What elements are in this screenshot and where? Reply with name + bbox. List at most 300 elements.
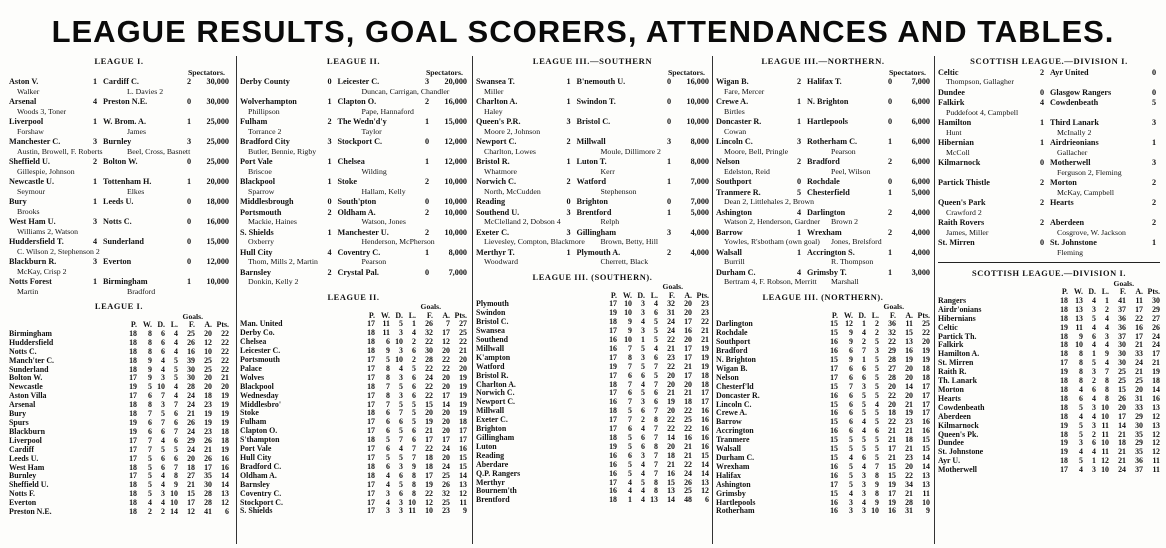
table-cell: 7 [875, 461, 879, 471]
table-cell: 25 [1135, 376, 1143, 386]
table-cell: 21 [888, 435, 896, 445]
table-header-cell: W. [843, 310, 853, 320]
table-cell: 6 [399, 417, 403, 427]
table-cell: 6 [875, 426, 879, 436]
table-cell: 4 [875, 399, 879, 409]
table-cell: 5 [148, 489, 152, 499]
scorers-line [240, 167, 467, 177]
table-header-cell [716, 312, 823, 321]
table-cell: 13 [701, 477, 709, 487]
table-cell: 23 [905, 417, 913, 427]
table-cell: 17 [367, 319, 375, 329]
table-cell: 4 [1092, 393, 1096, 403]
table-cell: 6 [628, 424, 632, 434]
home-score: 4 [92, 97, 98, 106]
away-team: N. Brighton [807, 97, 849, 106]
home-team: Southend U. [476, 207, 520, 217]
away-team: Crystal Pal. [337, 267, 379, 277]
away-team: Stoke [337, 177, 358, 186]
away-team: Motherwell [1050, 158, 1091, 167]
table-cell: 6 [628, 388, 632, 398]
home-score: 2 [796, 77, 802, 86]
table-cell: 21 [684, 450, 692, 460]
column-5 [934, 56, 1160, 544]
home-team: Hull City [240, 247, 273, 257]
home-score: 1 [1039, 118, 1045, 127]
home-team: Exeter C. [476, 227, 510, 237]
team-name: Stockport C. [240, 498, 283, 507]
team-name: Cardiff [9, 445, 34, 454]
attendance: 7,000 [690, 197, 709, 206]
table-cell: 22 [425, 390, 433, 400]
table-cell: 5 [628, 459, 632, 469]
table-cell: 25 [684, 415, 692, 425]
home-scorers: Woodward [484, 257, 519, 266]
table-cell: 6 [1079, 393, 1083, 403]
away-score: 1 [186, 277, 192, 286]
table-cell: 16 [221, 453, 229, 463]
away-scorers [823, 87, 930, 97]
table-cell: 6 [849, 417, 853, 427]
table-cell: 30 [204, 480, 212, 490]
match-result [476, 248, 709, 267]
match-line [476, 208, 709, 218]
attendance: 25,000 [206, 117, 229, 126]
table-row [938, 315, 1160, 324]
team-name: Bradford C. [240, 462, 282, 471]
table-cell: 11 [382, 319, 390, 329]
table-cell: 5 [386, 453, 390, 462]
table-cell: 19 [221, 417, 229, 427]
table-cell: 20 [905, 363, 913, 373]
team-name: Hartlepools [716, 498, 756, 507]
table-cell: 6 [225, 507, 229, 517]
table-cell: 21 [684, 361, 692, 371]
table-cell: 3 [1105, 331, 1109, 341]
table-cell: 27 [459, 319, 467, 329]
table-cell: 18 [459, 417, 467, 427]
table-cell: 19 [1060, 438, 1068, 448]
scorers-line [476, 107, 709, 117]
match-result [240, 228, 467, 247]
table-cell: 23 [701, 299, 709, 309]
team-name: Falkirk [938, 341, 964, 350]
table-header-cell [240, 312, 360, 321]
away-team: Chelsea [337, 157, 365, 166]
home-score: 2 [566, 177, 571, 186]
table-row [716, 329, 930, 338]
attendance: 4,000 [690, 247, 709, 257]
away-team: Rotherham C. [807, 137, 858, 146]
table-cell: 22 [442, 363, 450, 373]
table-header-cell: A. [684, 290, 692, 300]
table-header-cell: L. [650, 290, 658, 300]
away-team: Aberdeen [1050, 218, 1085, 227]
away-score: 2 [424, 207, 430, 217]
table-cell: 17 [888, 444, 896, 454]
table-cell: 17 [1135, 331, 1143, 341]
table-cell: 18 [1152, 376, 1160, 386]
table-cell: 25 [204, 364, 212, 374]
table-cell: 2 [1105, 304, 1109, 314]
match-result [938, 138, 1160, 157]
table-cell: 21 [1152, 358, 1160, 368]
team-name: Gillingham [476, 434, 515, 442]
table-cell: 20 [459, 355, 467, 365]
table-cell: 5 [1092, 358, 1096, 368]
table-cell: 15 [1118, 384, 1126, 394]
match-line [9, 117, 229, 127]
table-cell: 21 [1135, 367, 1143, 377]
table-cell: 3 [641, 352, 645, 362]
table-cell: 8 [1079, 376, 1083, 386]
table-cell: 6 [849, 399, 853, 409]
scorers-line [9, 87, 229, 97]
away-scorers: Moule, Dillimore 2 [600, 146, 661, 156]
table-cell: 17 [684, 370, 692, 380]
table-cell: 4 [161, 498, 165, 508]
table-cell: 18 [129, 489, 137, 499]
away-team: Grimsby T. [807, 267, 847, 277]
table-row [938, 333, 1160, 342]
table-cell: 19 [1060, 367, 1068, 377]
table-cell: 4 [641, 486, 645, 496]
table-cell: 14 [442, 399, 450, 409]
table-cell: 3 [862, 479, 866, 489]
table-cell: 24 [187, 400, 195, 410]
away-scorers: Brown, Betty, Hill [600, 237, 659, 246]
attendance: 6,000 [911, 157, 930, 166]
table-cell: 10 [425, 506, 433, 516]
table-cell: 20 [905, 372, 913, 382]
table-cell: 5 [412, 399, 416, 409]
table-cell: 19 [459, 408, 467, 418]
table-cell: 6 [174, 435, 178, 445]
team-name: Ayr U. [938, 457, 961, 466]
scorers-line [9, 107, 229, 117]
away-team: Bolton W. [103, 157, 138, 166]
table-cell: 18 [888, 408, 896, 418]
home-team: Durham C. [716, 267, 756, 277]
table-cell: 16 [187, 346, 195, 356]
table-cell: 30 [1152, 295, 1160, 305]
table-cell: 17 [1152, 349, 1160, 359]
table-cell: 4 [174, 328, 178, 338]
table-cell: 8 [1079, 358, 1083, 368]
match-line [9, 97, 229, 107]
table-cell: 19 [129, 417, 137, 427]
table-cell: 10 [1101, 465, 1109, 475]
team-name: Merthyr [476, 478, 505, 487]
table-cell: 8 [412, 488, 416, 498]
scorers-line [938, 208, 1160, 218]
table-cell: 17 [922, 399, 930, 409]
table-cell: 15 [830, 444, 838, 454]
table-cell: 26 [1152, 322, 1160, 332]
away-score: 1 [186, 177, 192, 186]
table-cell: 4 [1079, 384, 1083, 394]
away-score: 1 [424, 157, 430, 166]
table-cell: 8 [1105, 393, 1109, 403]
table-cell: 4 [174, 382, 178, 392]
table-cell: 24 [442, 461, 450, 471]
away-score: 1 [887, 137, 893, 146]
away-team: Luton T. [576, 157, 607, 166]
home-scorers: James, Miller [946, 227, 989, 237]
home-score: 1 [92, 77, 98, 86]
scorers-line [938, 148, 1160, 158]
away-scorers: R. Thompson [831, 257, 874, 266]
table-cell: 3 [399, 372, 403, 382]
scorers-line [716, 197, 930, 207]
table-cell: 7 [862, 346, 866, 356]
column-2 [236, 56, 467, 544]
table-cell: 16 [1135, 322, 1143, 332]
away-team: Cowdenbeath [1050, 98, 1099, 107]
table-cell: 20 [204, 328, 212, 338]
home-team: Hibernian [938, 138, 974, 147]
table-header-cell: W. [1073, 287, 1083, 296]
table-cell: 18 [609, 495, 617, 505]
table-row [9, 437, 229, 446]
table-cell: 6 [386, 417, 390, 427]
attendance: 10,000 [444, 227, 467, 237]
table-cell: 17 [609, 370, 617, 380]
table-cell: 31 [905, 506, 913, 516]
goals-label: Goals. [420, 302, 441, 311]
match-line [476, 97, 709, 107]
table-cell: 25 [442, 470, 450, 480]
table-cell: 18 [684, 397, 692, 407]
table-row [716, 409, 930, 418]
table-cell: 6 [399, 470, 403, 480]
table-cell: 5 [1079, 429, 1083, 439]
table-cell: 9 [148, 355, 152, 365]
away-team: Hartlepools [807, 117, 848, 126]
table-cell: 16 [609, 459, 617, 469]
attendance: 8,000 [690, 137, 709, 146]
home-score: 4 [796, 267, 802, 277]
home-score: 2 [1039, 198, 1045, 207]
table-row [9, 357, 229, 366]
table-cell: 16 [701, 441, 709, 451]
home-score: 2 [1039, 178, 1045, 187]
team-name: Man. United [240, 320, 283, 329]
away-scorers: Pape, Hannaford [361, 106, 414, 116]
table-cell: 4 [654, 299, 658, 309]
home-team: Ashington [716, 207, 752, 217]
team-name: K'ampton [476, 353, 511, 362]
team-name: Wednesday [240, 391, 279, 400]
home-score: 1 [92, 117, 98, 126]
table-cell: 6 [849, 408, 853, 418]
table-cell: 33 [1135, 349, 1143, 359]
table-cell: 3 [641, 450, 645, 460]
table-cell: 18 [221, 435, 229, 445]
table-cell: 19 [129, 382, 137, 392]
home-scorers: Torrance 2 [248, 126, 282, 136]
scorers-line [476, 147, 709, 157]
team-name: Middlesbro' [240, 400, 282, 409]
scorers-line [716, 147, 930, 157]
table-row [716, 356, 930, 365]
away-team: Airdrieonians [1050, 138, 1099, 147]
table-cell: 7 [654, 424, 658, 434]
table-header-cell: F. [188, 320, 195, 329]
table-cell: 29 [888, 346, 896, 356]
table-cell: 12 [204, 337, 212, 347]
table-cell: 5 [1092, 313, 1096, 323]
team-name: Aston Villa [9, 392, 47, 401]
away-score: 2 [666, 247, 672, 257]
home-scorers: Hunt [946, 127, 962, 137]
away-score: 2 [1151, 198, 1157, 207]
table-cell: 4 [1105, 322, 1109, 332]
home-score: 2 [796, 157, 802, 166]
away-team: Leeds U. [103, 197, 134, 206]
attendance: 12,000 [444, 137, 467, 146]
home-score: 3 [566, 227, 571, 237]
table-cell: 16 [830, 426, 838, 436]
table-cell: 7 [446, 319, 450, 329]
home-score: 2 [566, 137, 571, 146]
match-line [476, 177, 709, 187]
attendance: 6,000 [911, 137, 930, 146]
table-cell: 16 [609, 343, 617, 353]
table-cell: 5 [148, 382, 152, 392]
home-scorers: Whatmore [484, 166, 517, 176]
table-cell: 24 [667, 326, 675, 336]
table-cell: 13 [922, 470, 930, 480]
away-team: Coventry C. [337, 247, 381, 257]
home-team: Queen's Park [938, 198, 986, 207]
team-name: Rotherham [716, 507, 755, 516]
table-cell: 10 [170, 498, 178, 508]
table-cell: 8 [875, 470, 879, 480]
team-name: Halifax [716, 471, 741, 480]
table-cell: 4 [1092, 322, 1096, 332]
home-team: Newcastle U. [9, 177, 55, 186]
table-header-cell: L. [871, 310, 879, 320]
table-cell: 18 [129, 409, 137, 419]
table-row [716, 445, 930, 454]
table-cell: 22 [888, 390, 896, 400]
away-team: Rochdale [807, 177, 840, 186]
scorers-line [240, 87, 467, 97]
table-cell: 6 [1092, 438, 1096, 448]
table-header-cell: P. [130, 320, 137, 329]
away-team: Birmingham [103, 277, 148, 286]
table-cell: 5 [399, 399, 403, 409]
home-score: 2 [327, 117, 332, 126]
table-header-cell: Pts. [454, 310, 467, 320]
table-cell: 11 [459, 497, 467, 507]
table-cell: 20 [905, 390, 913, 400]
away-scorers: Pearson [831, 146, 856, 156]
away-team: Burnley [103, 137, 132, 146]
table-cell: 19 [888, 497, 896, 507]
away-scorers: Wilding [361, 166, 387, 176]
table-cell: 22 [684, 424, 692, 434]
results-heading: LEAGUE II. [326, 56, 381, 66]
table-cell: 10 [624, 308, 632, 318]
table-cell: 18 [609, 317, 617, 327]
home-team: S. Shields [240, 227, 274, 237]
table-cell: 36 [1118, 313, 1126, 323]
home-team: Crewe A. [716, 97, 749, 106]
table-cell: 5 [862, 435, 866, 445]
table-cell: 4 [1079, 411, 1083, 421]
team-name: Notts C. [9, 347, 37, 356]
table-cell: 9 [628, 317, 632, 327]
table-cell: 4 [174, 391, 178, 401]
home-team: Kilmarnock [938, 158, 981, 167]
home-score: 3 [796, 137, 802, 146]
table-heading: LEAGUE III. (NORTHERN). [762, 292, 884, 302]
scorers-line [716, 107, 930, 117]
table-cell: 22 [221, 364, 229, 374]
match-result [938, 198, 1160, 217]
home-team: Queen's P.R. [476, 117, 521, 126]
team-name: Raith R. [938, 368, 967, 377]
match-line [716, 97, 930, 107]
team-name: Durham C. [716, 454, 755, 462]
match-result [938, 178, 1160, 197]
table-cell: 5 [174, 364, 178, 374]
table-cell: 6 [386, 337, 390, 347]
attendance: 4,000 [911, 247, 930, 257]
table-cell: 14 [701, 468, 709, 478]
table-cell: 11 [905, 319, 913, 329]
team-name: N. Brighton [716, 356, 756, 365]
table-cell: 34 [905, 479, 913, 489]
table-cell: 26 [684, 477, 692, 487]
team-name: Notts F. [9, 490, 36, 499]
table-cell: 6 [849, 390, 853, 400]
match-result [938, 218, 1160, 237]
table-row [9, 464, 229, 473]
table-cell: 22 [221, 346, 229, 356]
home-score: 1 [796, 247, 802, 257]
table-cell: 30 [187, 364, 195, 374]
match-line [938, 138, 1160, 148]
table-cell: 9 [926, 506, 930, 516]
table-cell: 20 [187, 453, 195, 463]
home-team: Notts Forest [9, 277, 52, 286]
match-line [716, 157, 930, 167]
match-result [9, 257, 229, 276]
table-row [938, 306, 1160, 315]
spectators-label: Spectators. [888, 67, 926, 77]
table-header-cell: D. [395, 310, 403, 320]
home-scorers: Charlton, Lowes [484, 146, 536, 156]
table-header-cell [476, 292, 602, 301]
home-score: 0 [1039, 238, 1045, 247]
away-scorers [119, 267, 229, 277]
table-cell: 22 [425, 363, 433, 373]
table-cell: 8 [148, 400, 152, 410]
table-cell: 4 [161, 480, 165, 490]
match-line [938, 68, 1160, 78]
table-cell: 18 [1060, 402, 1068, 412]
match-result [476, 97, 709, 116]
team-name: Brighton [476, 425, 507, 434]
match-result [716, 157, 930, 176]
away-score: 0 [424, 137, 430, 146]
table-cell: 19 [905, 355, 913, 365]
table-cell: 19 [221, 391, 229, 401]
table-cell: 20 [684, 335, 692, 345]
